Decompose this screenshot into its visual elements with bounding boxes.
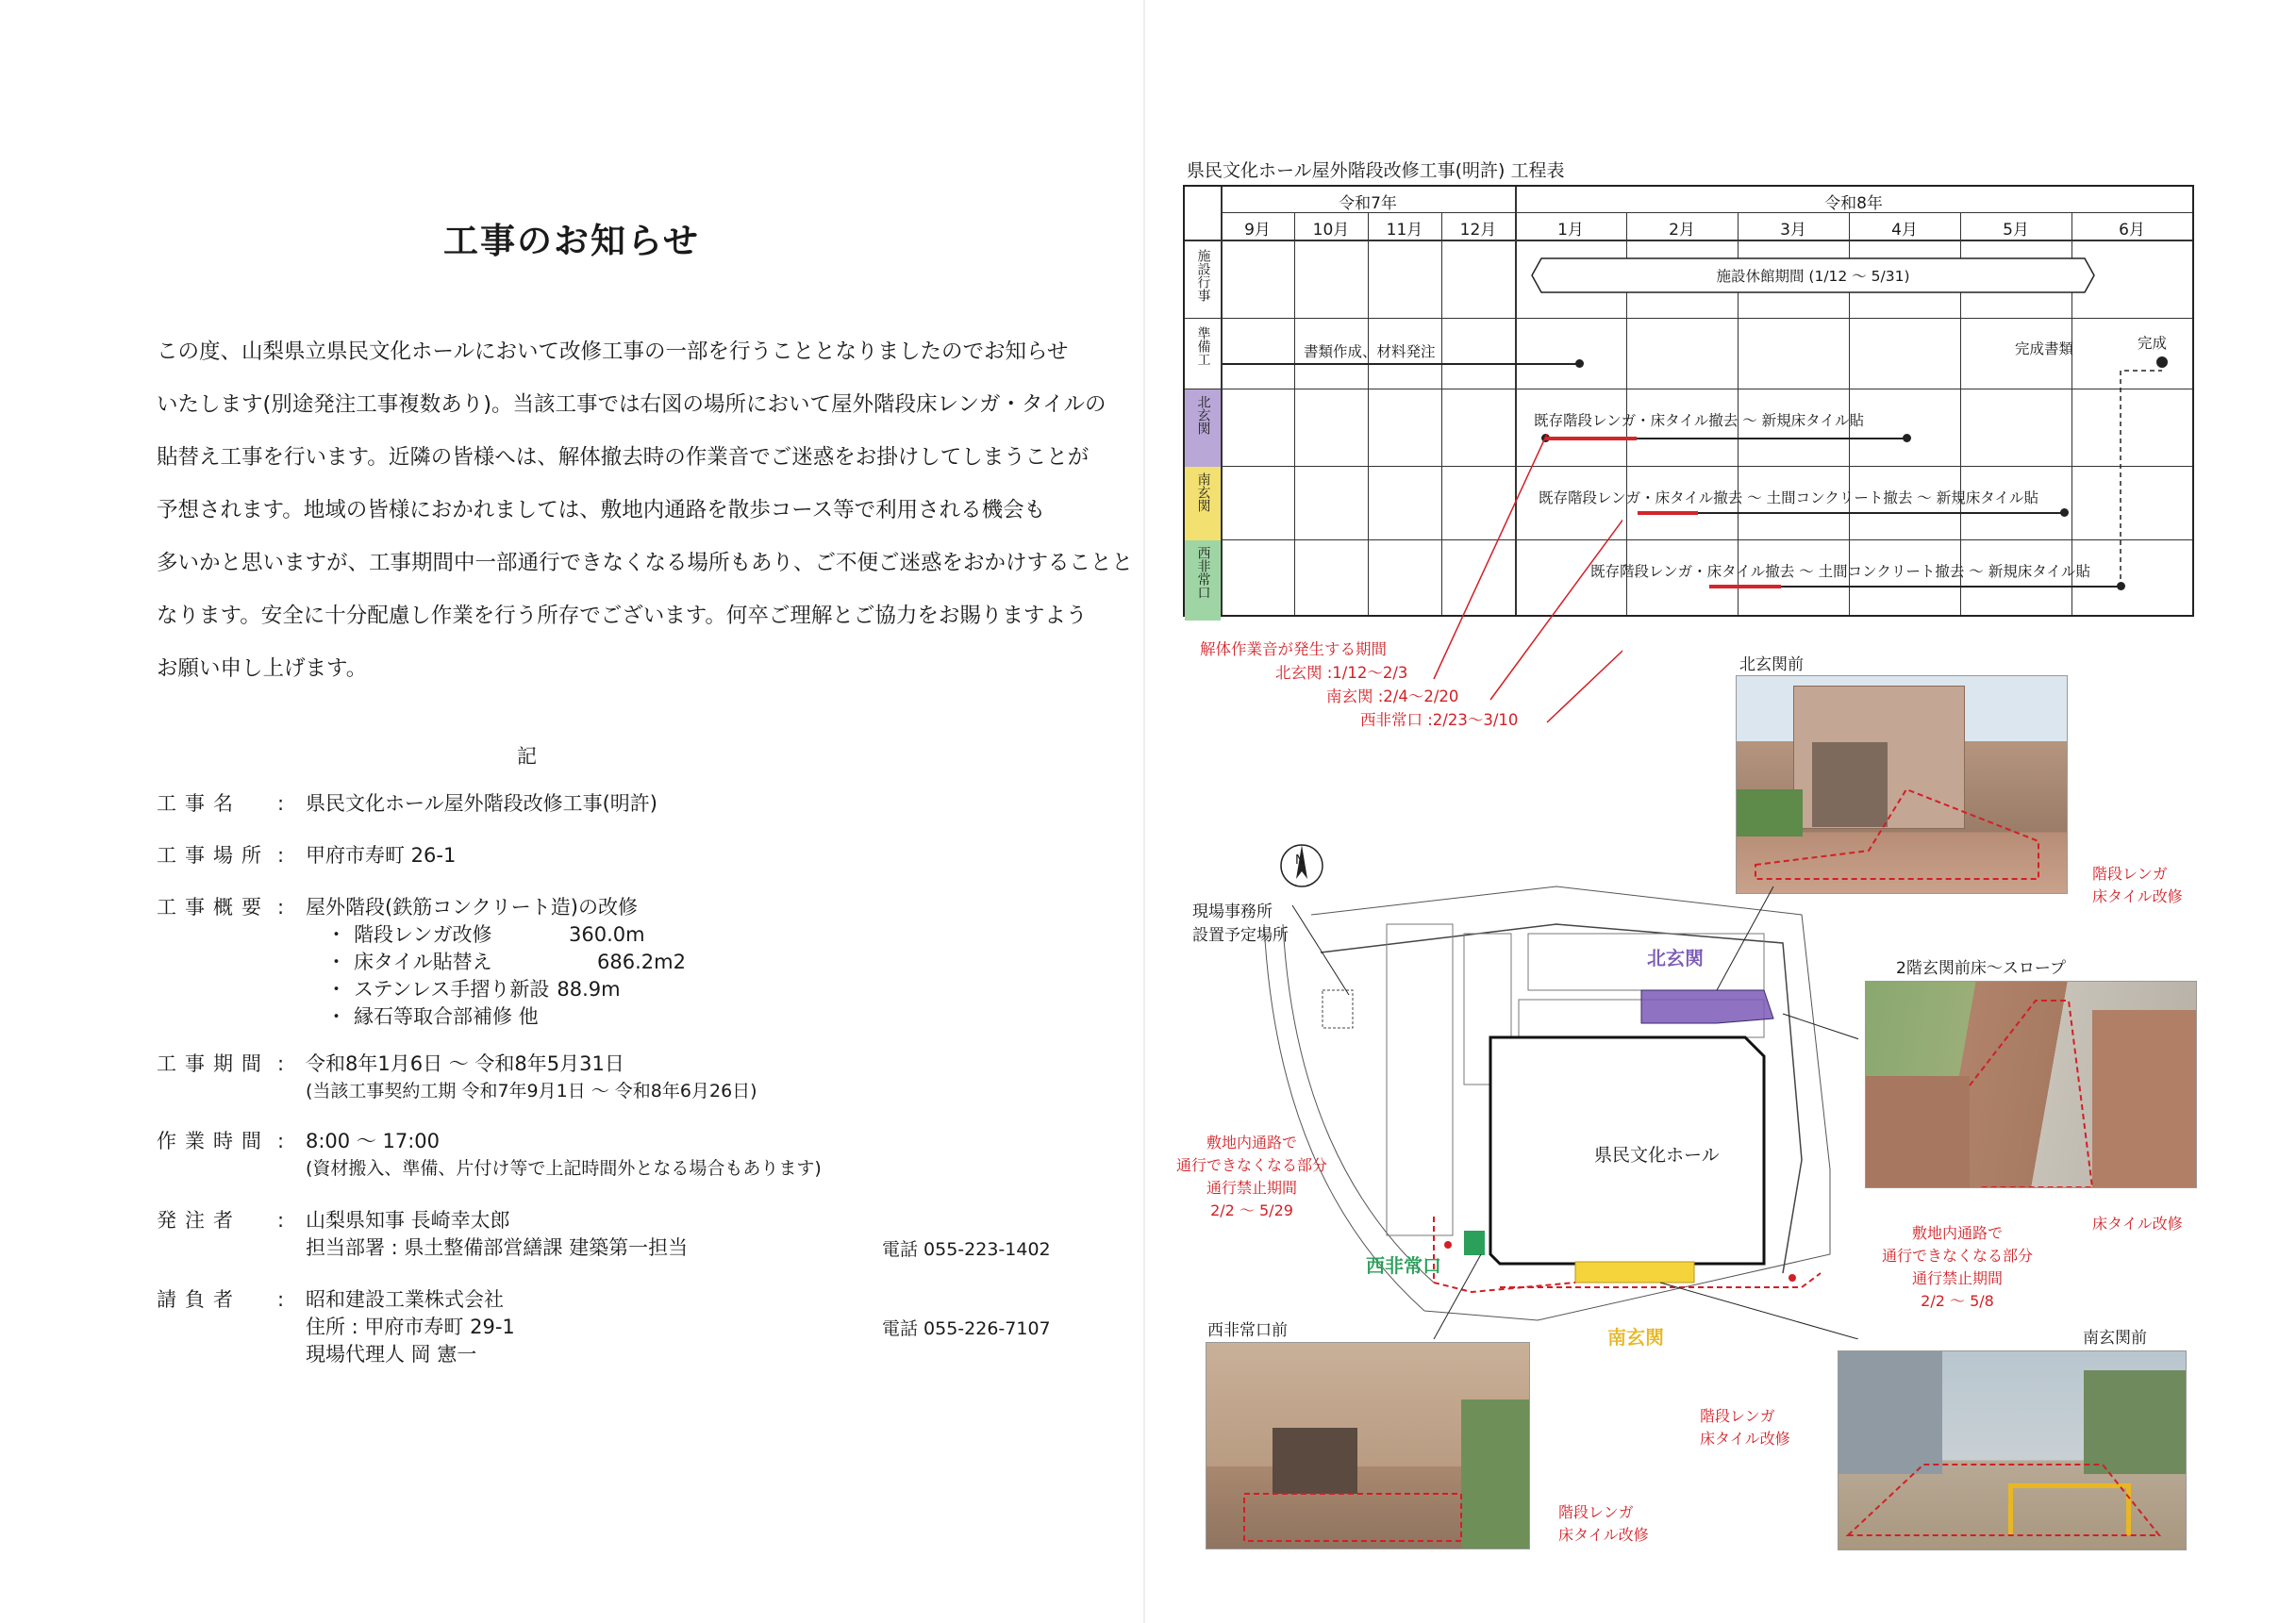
notice-title: 工事のお知らせ [443,221,700,261]
west-exit-photo [1206,1342,1530,1549]
field-label: 請負者 [157,1288,241,1311]
photo-caption: 南玄関前 [2083,1329,2147,1348]
month-header: 9月 [1244,221,1271,240]
orderer-phone: 電話 055-223-1402 [882,1239,1051,1260]
hours-note: (資材搬入、準備、片付け等で上記時間外となる場合もあります) [306,1158,822,1179]
colon: : [277,896,285,919]
month-header: 3月 [1780,221,1806,240]
month-header: 4月 [1891,221,1918,240]
field-value: 屋外階段(鉄筋コンクリート造)の改修 [306,896,638,919]
south-path-closure-note: 敷地内通路で 通行できなくなる部分 通行禁止期間 2/2 〜 5/8 [1882,1224,2034,1310]
slope-photo-annotation: 床タイル改修 [2092,1215,2183,1233]
intro-line: 貼替え工事を行います。近隣の皆様へは、解体撤去時の作業音でご迷惑をお掛けしてしまうことが [157,445,1090,470]
intro-line: なります。安全に十分配慮し作業を行う所存でございます。何卒ご理解とご協力をお賜りますよう [157,604,1088,628]
photo-caption: 2階玄関前床〜スロープ [1896,959,2066,978]
intro-line: 予想されます。地域の皆様におかれましては、敷地内通路を散歩コース等で利用される機会も [157,498,1046,522]
demolition-title: 解体作業音が発生する期間 [1200,640,1387,658]
prep-line [1223,363,1579,365]
field-value: 昭和建設工業株式会社 [306,1288,504,1311]
completion-dashed-path [2109,361,2166,592]
orderer-dept: 担当部署 : 県土整備部営繕課 建築第一担当 [306,1236,689,1259]
north-end-dot [1903,434,1911,442]
summary-item: ・ 縁石等取合部補修 他 [326,1005,539,1028]
field-label: 発注者 [157,1209,241,1232]
demolition-west: 西非常口 :2/23〜3/10 [1360,711,1519,729]
month-header: 11月 [1386,221,1423,240]
north-entrance-label: 北玄関 [1647,947,1704,969]
contractor-address: 住所 : 甲府市寿町 29-1 [306,1316,515,1338]
intro-line: お願い申し上げます。 [157,656,368,681]
colon: : [277,844,285,867]
row-label-facility: 施設行事 [1195,249,1211,302]
north-mark: N [1295,853,1305,868]
month-header: 10月 [1312,221,1350,240]
west-path-closure-note: 敷地内通路で 通行できなくなる部分 通行禁止期間 2/2 〜 5/29 [1176,1134,1328,1219]
south-line [1638,512,2064,514]
colon: : [277,792,285,815]
site-map [1217,811,1858,1339]
field-label: 工事場所 [157,844,270,867]
row-label-west: 西非常口 [1185,540,1221,621]
west-noise-segment [1709,585,1781,588]
site-office-label: 現場事務所 設置予定場所 [1192,903,1289,945]
colon: : [277,1130,285,1152]
intro-paragraph [157,325,1134,695]
ki-heading: 記 [517,745,537,768]
closure-period-label: 施設休館期間 (1/12 〜 5/31) [1716,268,1910,285]
field-value: 8:00 〜 17:00 [306,1130,441,1152]
year-header: 令和7年 [1339,194,1397,213]
west-exit-label: 西非常口 [1366,1254,1441,1277]
colon: : [277,1209,285,1232]
month-header: 12月 [1459,221,1497,240]
contractor-phone: 電話 055-226-7107 [882,1318,1051,1339]
demolition-leader-lines [1321,434,1622,736]
summary-item: ・ 階段レンガ改修 360.0m [326,923,645,946]
slope-photo [1865,981,2197,1188]
demolition-south: 南玄関 :2/4〜2/20 [1326,687,1459,705]
complete-label: 完成 [2138,335,2168,352]
south-noise-segment [1638,511,1698,515]
month-header: 2月 [1669,221,1695,240]
south-end-dot [2060,508,2069,517]
month-header: 6月 [2119,221,2145,240]
contractor-agent: 現場代理人 岡 憲一 [306,1343,477,1366]
field-value: 甲府市寿町 26-1 [306,844,457,867]
north-task-label: 既存階段レンガ・床タイル撤去 〜 新規床タイル貼 [1534,412,1864,429]
field-label: 作業時間 [157,1130,270,1152]
row-label-south: 南玄関 [1185,467,1221,545]
demolition-north: 北玄関 :1/12〜2/3 [1275,664,1408,682]
north-photo-annotation: 階段レンガ 床タイル改修 [2092,865,2183,905]
schedule-title: 県民文化ホール屋外階段改修工事(明許) 工程表 [1187,160,1565,181]
colon: : [277,1288,285,1311]
photo-caption: 西非常口前 [1207,1321,1288,1340]
south-entrance-label: 南玄関 [1607,1326,1664,1349]
prep-end-dot [1575,359,1584,368]
complete-docs-label: 完成書類 [2015,340,2074,357]
south-task-label: 既存階段レンガ・床タイル撤去 〜 土間コンクリート撤去 〜 新規床タイル貼 [1539,489,2038,506]
field-value: 県民文化ホール屋外階段改修工事(明許) [306,792,657,815]
month-header: 1月 [1557,221,1584,240]
period-note: (当該工事契約工期 令和7年9月1日 〜 令和8年6月26日) [306,1081,757,1101]
hall-label: 県民文化ホール [1594,1145,1720,1166]
prep-task-label: 書類作成、材料発注 [1304,343,1436,360]
summary-item: ・ ステンレス手摺り新設 88.9m [326,978,621,1001]
photo-caption: 北玄関前 [1739,655,1804,674]
year-header: 令和8年 [1824,194,1883,213]
south-entrance-photo [1838,1350,2187,1550]
intro-line: この度、山梨県立県民文化ホールにおいて改修工事の一部を行うこととなりましたのでお知らせ [157,340,1069,364]
intro-line: いたします(別途発注工事複数あり)。当該工事では右図の場所において屋外階段床レンガ・タイルの [157,392,1106,417]
field-label: 工事期間 [157,1052,270,1075]
summary-block [306,894,686,1031]
west-task-label: 既存階段レンガ・床タイル撤去 〜 土間コンクリート撤去 〜 新規床タイル貼 [1590,563,2090,580]
page-fold [1143,0,1145,1623]
colon: : [277,1052,285,1075]
field-label: 工事名 [157,792,241,815]
row-label-north: 北玄関 [1185,389,1221,472]
west-photo-annotation: 階段レンガ 床タイル改修 [1558,1503,1649,1544]
month-header: 5月 [2003,221,2029,240]
intro-line: 多いかと思いますが、工事期間中一部通行できなくなる場所もあり、ご不便ご迷惑をおかけすることと [157,551,1134,575]
summary-item: ・ 床タイル貼替え 686.2m2 [326,951,686,973]
field-label: 工事概要 [157,896,270,919]
field-value: 山梨県知事 長崎幸太郎 [306,1209,510,1232]
south-photo-annotation: 階段レンガ 床タイル改修 [1700,1407,1790,1448]
row-label-prep: 準備工 [1195,326,1211,366]
field-value: 令和8年1月6日 〜 令和8年5月31日 [306,1052,624,1075]
